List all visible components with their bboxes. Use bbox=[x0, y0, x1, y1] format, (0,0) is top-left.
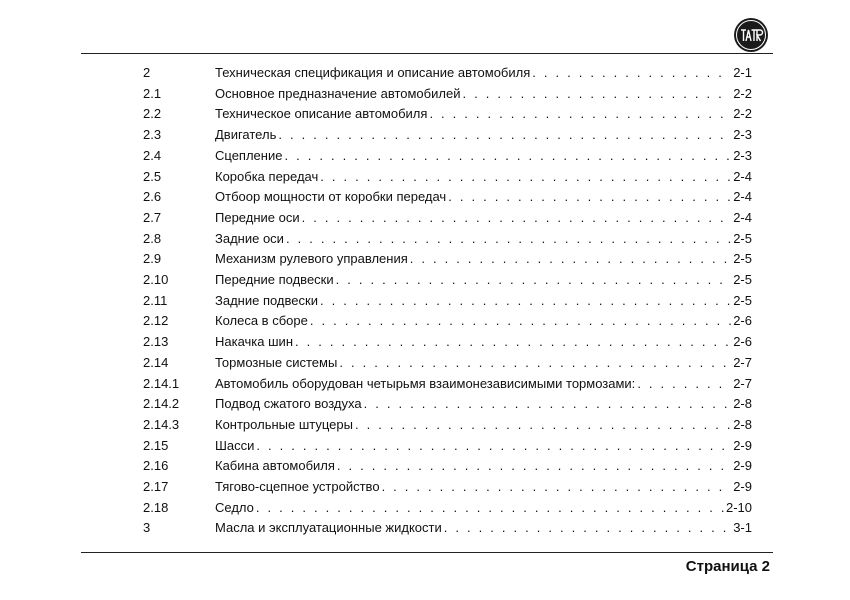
toc-leader-dots bbox=[320, 291, 731, 311]
toc-row[interactable] bbox=[0, 125, 850, 145]
toc-leader-dots bbox=[256, 436, 731, 456]
toc-number: 2.7 bbox=[143, 209, 162, 225]
toc-number: 2.15 bbox=[143, 437, 169, 453]
toc-row[interactable] bbox=[0, 291, 850, 311]
toc-page-number: 2-5 bbox=[733, 292, 752, 308]
toc-entry bbox=[215, 311, 752, 331]
toc-leader-dots bbox=[429, 104, 731, 124]
toc-row[interactable] bbox=[0, 311, 850, 331]
toc-number: 3 bbox=[143, 520, 151, 536]
toc-title: Накачка шин bbox=[215, 334, 293, 350]
toc-row[interactable] bbox=[0, 332, 850, 352]
toc-entry bbox=[215, 249, 752, 269]
toc-leader-dots bbox=[448, 187, 731, 207]
toc-leader-dots bbox=[410, 249, 731, 269]
toc-entry bbox=[215, 104, 752, 124]
toc-number: 2.8 bbox=[143, 230, 162, 246]
toc-row[interactable] bbox=[0, 374, 850, 394]
toc-entry bbox=[215, 415, 752, 435]
toc-leader-dots bbox=[256, 498, 724, 518]
toc-number: 2.13 bbox=[143, 334, 169, 350]
toc-page-number: 2-5 bbox=[733, 230, 752, 246]
toc-leader-dots bbox=[462, 84, 731, 104]
toc-leader-dots bbox=[284, 146, 731, 166]
toc-entry bbox=[215, 353, 752, 373]
toc-row[interactable] bbox=[0, 167, 850, 187]
toc-row[interactable] bbox=[0, 477, 850, 497]
toc-leader-dots bbox=[355, 415, 731, 435]
toc-page-number: 2-3 bbox=[733, 127, 752, 143]
toc-leader-dots bbox=[337, 456, 731, 476]
toc-page-number: 3-1 bbox=[733, 520, 752, 536]
toc-title: Шасси bbox=[215, 437, 255, 453]
toc-entry bbox=[215, 374, 752, 394]
toc-row[interactable] bbox=[0, 518, 850, 538]
toc-number: 2.1 bbox=[143, 85, 162, 101]
toc-leader-dots bbox=[382, 477, 732, 497]
toc-row[interactable] bbox=[0, 456, 850, 476]
toc-page-number: 2-4 bbox=[733, 168, 752, 184]
toc-title: Сцепление bbox=[215, 147, 283, 163]
toc-leader-dots bbox=[339, 353, 731, 373]
toc-title: Передние оси bbox=[215, 209, 300, 225]
toc-page-number: 2-8 bbox=[733, 396, 752, 412]
toc-title: Кабина автомобиля bbox=[215, 458, 335, 474]
toc-entry bbox=[215, 208, 752, 228]
toc-row[interactable] bbox=[0, 394, 850, 414]
toc-leader-dots bbox=[302, 208, 732, 228]
toc-entry bbox=[215, 187, 752, 207]
toc-title: Двигатель bbox=[215, 127, 277, 143]
toc-row[interactable] bbox=[0, 270, 850, 290]
toc-page-number: 2-3 bbox=[733, 147, 752, 163]
toc-leader-dots bbox=[320, 167, 731, 187]
toc-page-number: 2-4 bbox=[733, 209, 752, 225]
toc-entry bbox=[215, 394, 752, 414]
toc-row[interactable] bbox=[0, 208, 850, 228]
toc-title: Коробка передач bbox=[215, 168, 319, 184]
toc-entry bbox=[215, 229, 752, 249]
toc-row[interactable] bbox=[0, 415, 850, 435]
toc-page-number: 2-7 bbox=[733, 354, 752, 370]
toc-leader-dots bbox=[637, 374, 731, 394]
toc-title: Задние оси bbox=[215, 230, 284, 246]
toc-title: Техническое описание автомобиля bbox=[215, 106, 428, 122]
toc-number: 2.14 bbox=[143, 354, 169, 370]
toc-row[interactable] bbox=[0, 436, 850, 456]
toc-title: Колеса в сборе bbox=[215, 313, 308, 329]
toc-leader-dots bbox=[310, 311, 731, 331]
toc-number: 2.14.3 bbox=[143, 416, 180, 432]
toc-title: Масла и эксплуатационные жидкости bbox=[215, 520, 442, 536]
toc-page-number: 2-8 bbox=[733, 416, 752, 432]
toc-entry bbox=[215, 63, 752, 83]
toc-entry bbox=[215, 291, 752, 311]
toc-page-number: 2-5 bbox=[733, 251, 752, 267]
toc-entry bbox=[215, 518, 752, 538]
toc-page-number: 2-5 bbox=[733, 272, 752, 287]
page-number-label: Страница 2 bbox=[685, 558, 770, 575]
footer-rule bbox=[81, 552, 773, 553]
toc-entry bbox=[215, 270, 752, 290]
toc-title: Основное предназначение автомобилей bbox=[215, 85, 461, 101]
toc-page-number: 2-2 bbox=[733, 85, 752, 101]
toc-leader-dots bbox=[278, 125, 731, 145]
toc-entry bbox=[215, 436, 752, 456]
toc-page-number: 2-9 bbox=[733, 458, 752, 474]
toc-number: 2.10 bbox=[143, 272, 169, 287]
toc-title: Седло bbox=[215, 499, 254, 515]
toc-leader-dots bbox=[286, 229, 731, 249]
toc-number: 2.2 bbox=[143, 106, 162, 122]
toc-number: 2.6 bbox=[143, 189, 162, 205]
toc-page-number: 2-9 bbox=[733, 437, 752, 453]
toc-title: Подвод сжатого воздуха bbox=[215, 396, 362, 412]
toc-number: 2.11 bbox=[143, 292, 168, 308]
toc-row[interactable] bbox=[0, 63, 850, 83]
toc-number: 2.18 bbox=[143, 499, 169, 515]
toc-entry bbox=[215, 167, 752, 187]
toc-entry bbox=[215, 477, 752, 497]
toc-number: 2.9 bbox=[143, 251, 162, 267]
toc-row[interactable] bbox=[0, 187, 850, 207]
toc-row[interactable] bbox=[0, 498, 850, 518]
toc-leader-dots bbox=[336, 270, 732, 290]
toc-page-number: 2-6 bbox=[733, 313, 752, 329]
toc-row[interactable] bbox=[0, 104, 850, 124]
toc-entry bbox=[215, 456, 752, 476]
toc-page-number: 2-10 bbox=[725, 499, 752, 515]
toc-page-number: 2-4 bbox=[733, 189, 752, 205]
toc-title: Контрольные штуцеры bbox=[215, 416, 353, 432]
toc-page-number: 2-1 bbox=[733, 65, 752, 80]
toc-number: 2.4 bbox=[143, 147, 162, 163]
toc-row[interactable] bbox=[0, 84, 850, 104]
toc-number: 2.12 bbox=[143, 313, 169, 329]
toc-row[interactable] bbox=[0, 353, 850, 373]
toc-page-number: 2-7 bbox=[733, 375, 752, 391]
toc-number: 2 bbox=[143, 65, 151, 80]
toc-page-number: 2-9 bbox=[733, 479, 752, 494]
toc-entry bbox=[215, 84, 752, 104]
toc-leader-dots bbox=[444, 518, 731, 538]
toc-row[interactable] bbox=[0, 229, 850, 249]
toc-number: 2.14.1 bbox=[143, 375, 180, 391]
toc-leader-dots bbox=[295, 332, 731, 352]
toc-title: Передние подвески bbox=[215, 272, 334, 287]
toc-title: Механизм рулевого управления bbox=[215, 251, 408, 267]
header-rule bbox=[81, 53, 773, 54]
toc-title: Тормозные системы bbox=[215, 354, 338, 370]
toc-title: Автомобиль оборудован четырьмя взаимонезависимыми тормозами: bbox=[215, 375, 636, 391]
toc-title: Техническая спецификация и описание автомобиля bbox=[215, 65, 531, 80]
toc-leader-dots bbox=[532, 63, 731, 83]
toc-entry bbox=[215, 125, 752, 145]
toc-leader-dots bbox=[364, 394, 732, 414]
toc-page-number: 2-2 bbox=[733, 106, 752, 122]
toc-entry bbox=[215, 498, 752, 518]
toc-number: 2.3 bbox=[143, 127, 162, 143]
toc-number: 2.5 bbox=[143, 168, 162, 184]
tatra-logo-icon bbox=[733, 17, 769, 53]
toc-title: Задние подвески bbox=[215, 292, 318, 308]
toc-title: Тягово-сцепное устройство bbox=[215, 479, 380, 494]
toc-page-number: 2-6 bbox=[733, 334, 752, 350]
toc-number: 2.14.2 bbox=[143, 396, 180, 412]
toc-entry bbox=[215, 146, 752, 166]
toc-entry bbox=[215, 332, 752, 352]
toc-row[interactable] bbox=[0, 249, 850, 269]
toc-number: 2.17 bbox=[143, 479, 169, 494]
toc-title: Отбоор мощности от коробки передач bbox=[215, 189, 447, 205]
toc-row[interactable] bbox=[0, 146, 850, 166]
toc-number: 2.16 bbox=[143, 458, 169, 474]
